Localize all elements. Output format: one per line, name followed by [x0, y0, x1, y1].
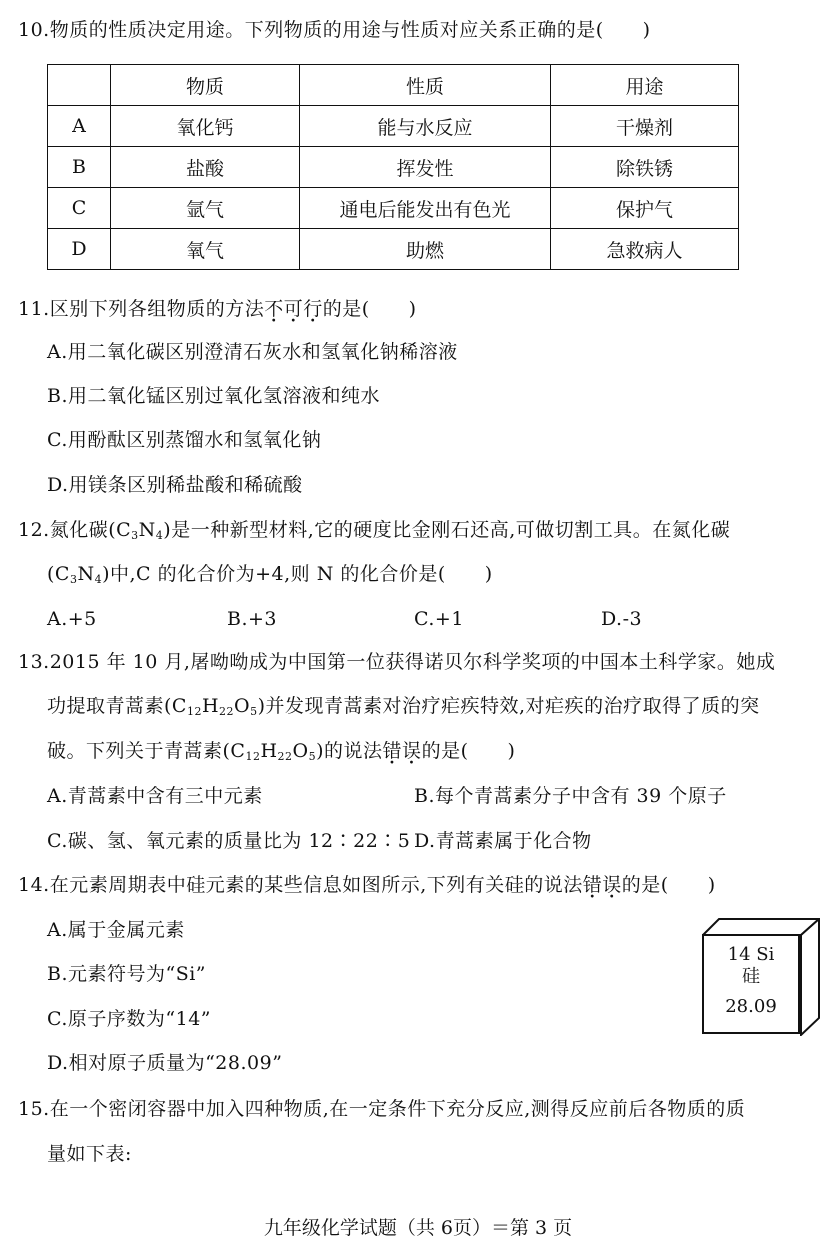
subscript: 4: [94, 573, 103, 586]
q13-option-c: C.碳、氢、氧元素的质量比为 12∶22∶5: [47, 830, 411, 852]
subscript: 3: [131, 529, 139, 542]
table-cell: 通电后能发出有色光: [300, 188, 551, 229]
text: O: [234, 695, 251, 717]
table-cell: A: [48, 106, 111, 147]
subscript: 5: [308, 750, 317, 763]
q11-option-c: C.用酚酞区别蒸馏水和氢氧化钠: [47, 429, 322, 451]
element-name: 硅: [742, 966, 760, 987]
q11-option-d: D.用镁条区别稀盐酸和稀硫酸: [47, 474, 303, 496]
table-cell: 氧气: [111, 229, 300, 270]
q13-option-d: D.青蒿素属于化合物: [414, 830, 592, 852]
subscript: 22: [277, 750, 293, 763]
table-cell: B: [48, 147, 111, 188]
emphasis-char: 行: [303, 298, 323, 320]
q10-stem: 10.物质的性质决定用途。下列物质的用途与性质对应关系正确的是( ): [18, 19, 651, 41]
table-cell: 盐酸: [111, 147, 300, 188]
table-header-cell: 物质: [111, 65, 300, 106]
q13-option-b: B.每个青蒿素分子中含有 39 个原子: [414, 785, 727, 807]
page-footer: 九年级化学试题（共 6页）＝第 3 页: [263, 1217, 573, 1239]
q13-stem-line2: [47, 694, 760, 724]
table-cell: D: [48, 229, 111, 270]
table-header-row: [48, 65, 739, 106]
table-cell: 挥发性: [300, 147, 551, 188]
text: 的是( ): [421, 740, 516, 762]
q13-option-a: A.青蒿素中含有三中元素: [47, 785, 263, 807]
table-cell: C: [48, 188, 111, 229]
table-cell: 助燃: [300, 229, 551, 270]
q14-option-d: D.相对原子质量为“28.09”: [47, 1052, 283, 1074]
text: N: [138, 519, 156, 541]
text: 12.氮化碳(C: [18, 519, 132, 541]
table-row: [48, 147, 739, 188]
q14-option-c: C.原子序数为“14”: [47, 1008, 212, 1030]
q15-stem-line1: 15.在一个密闭容器中加入四种物质,在一定条件下充分反应,测得反应前后各物质的质: [18, 1098, 746, 1120]
table-row: [48, 188, 739, 229]
q13-stem-line1: 13.2015 年 10 月,屠呦呦成为中国第一位获得诺贝尔科学奖项的中国本土科学家。她成: [18, 651, 776, 673]
element-mass: 28.09: [725, 996, 777, 1017]
subscript: 12: [245, 750, 261, 763]
element-number-symbol: 14 Si: [727, 944, 775, 965]
text: H: [201, 695, 220, 717]
table-cell: 急救病人: [551, 229, 739, 270]
q14-option-a: A.属于金属元素: [47, 919, 185, 941]
text: )的说法: [316, 740, 383, 762]
q11-option-b: B.用二氧化锰区别过氧化氢溶液和纯水: [47, 385, 381, 407]
text: 14.在元素周期表中硅元素的某些信息如图所示,下列有关硅的说法: [18, 874, 583, 896]
table-row: [48, 106, 739, 147]
q11-stem: [18, 297, 417, 321]
emphasis-char: 误: [602, 874, 622, 896]
table-cell: 氩气: [111, 188, 300, 229]
subscript: 12: [186, 705, 202, 718]
q15-stem-line2: 量如下表:: [47, 1143, 132, 1165]
q12-stem-line2: [47, 562, 493, 592]
emphasis-char: 可: [283, 298, 304, 320]
text: 破。下列关于青蒿素(C: [47, 740, 246, 762]
text: H: [260, 740, 278, 762]
text: 功提取青蒿素(C: [47, 695, 187, 717]
text: )中,C 的化合价为+4,则 N 的化合价是( ): [102, 563, 493, 585]
text: 的是( ): [621, 874, 716, 896]
text: )是一种新型材料,它的硬度比金刚石还高,可做切割工具。在氮化碳: [163, 519, 731, 541]
table-header-cell: 性质: [300, 65, 551, 106]
text: )并发现青蒿素对治疗疟疾特效,对疟疾的治疗取得了质的突: [257, 695, 760, 717]
subscript: 22: [219, 705, 235, 718]
text: O: [292, 740, 309, 762]
subscript: 5: [250, 705, 258, 718]
table-header-cell: [48, 65, 111, 106]
q14-option-b: B.元素符号为“Si”: [47, 963, 207, 985]
q13-stem-line3: [47, 739, 515, 769]
q10-table: [47, 64, 739, 270]
emphasis-char: 错: [582, 874, 603, 896]
table-header-cell: 用途: [551, 65, 739, 106]
table-cell: 除铁锈: [551, 147, 739, 188]
text: (C: [47, 563, 70, 585]
table-cell: 能与水反应: [300, 106, 551, 147]
subscript: 4: [155, 529, 164, 542]
element-cube-figure: [702, 918, 820, 1036]
text: N: [77, 563, 95, 585]
q12-option-a: A.+5: [47, 608, 97, 630]
emphasis-char: 不: [264, 298, 284, 320]
q12-option-d: D.-3: [601, 608, 643, 630]
q11-option-a: A.用二氧化碳区别澄清石灰水和氢氧化钠稀溶液: [47, 341, 458, 363]
table-cell: 干燥剂: [551, 106, 739, 147]
table-cell: 氧化钙: [111, 106, 300, 147]
subscript: 3: [69, 573, 78, 586]
q11-stem-tail: 的是( ): [322, 298, 417, 320]
q12-option-b: B.+3: [227, 608, 278, 630]
q12-stem-line1: [18, 518, 730, 548]
table-row: [48, 229, 739, 270]
q11-stem-text: 11.区别下列各组物质的方法: [18, 298, 265, 320]
cube-front-face: [702, 934, 800, 1034]
q14-stem: [18, 873, 716, 897]
emphasis-char: 错: [382, 740, 403, 762]
emphasis-char: 误: [402, 740, 422, 762]
q12-option-c: C.+1: [414, 608, 464, 630]
table-cell: 保护气: [551, 188, 739, 229]
